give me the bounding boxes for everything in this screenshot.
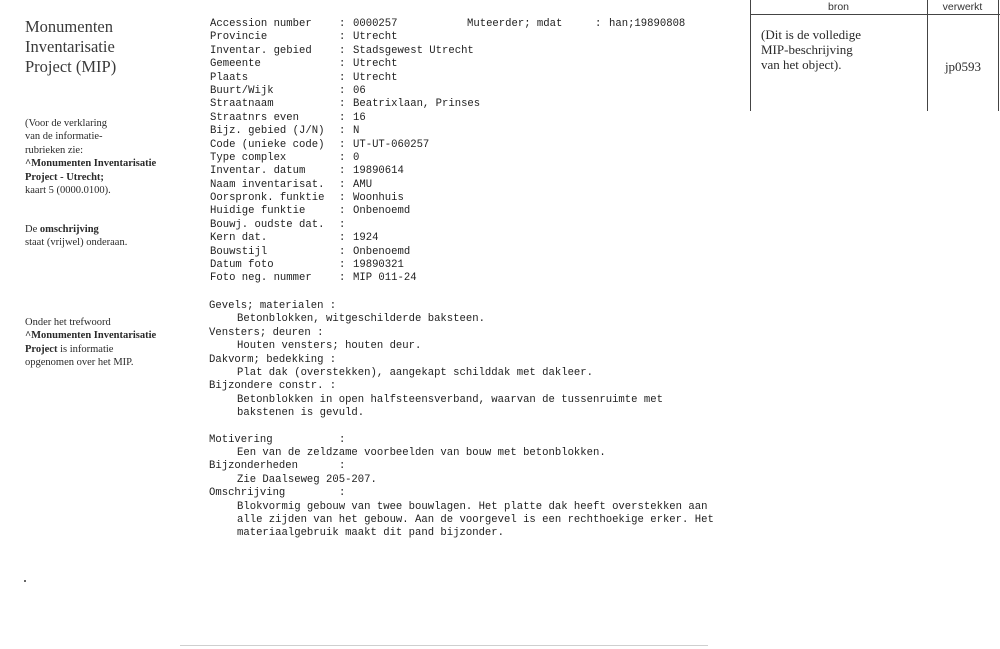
section-heading: Dakvorm; bedekking : — [209, 353, 337, 366]
field-value: 06 — [353, 84, 366, 97]
table-border — [927, 0, 928, 111]
field-row — [210, 58, 480, 71]
field-label: Bouwj. oudste dat. — [210, 218, 325, 231]
field-label: Buurt/Wijk — [210, 84, 274, 97]
section-heading — [209, 434, 769, 447]
field-row — [210, 112, 480, 125]
field-value: 19890321 — [353, 259, 404, 272]
field-row — [210, 259, 480, 272]
field-value: N — [353, 125, 360, 138]
field-separator: : — [339, 58, 346, 71]
field-value: AMU — [353, 178, 373, 191]
section-heading-label: Bijzonderheden — [209, 460, 299, 473]
field-label: Muteerder; mdat — [467, 18, 563, 30]
bottom-divider — [180, 645, 708, 646]
section-heading — [209, 487, 769, 500]
field-separator: : — [339, 84, 346, 97]
field-separator: : — [339, 151, 346, 164]
info-legend-note — [25, 117, 195, 197]
field-value: Utrecht — [353, 71, 398, 84]
document-title: Monumenten Inventarisatie Project (MIP) — [25, 17, 117, 76]
field-label: Straatnaam — [210, 98, 274, 111]
field-label: Type complex — [210, 151, 287, 164]
section-heading: Bijzondere constr. : — [209, 380, 337, 393]
field-label: Inventar. gebied — [210, 44, 312, 57]
field-separator: : — [339, 218, 346, 231]
field-row — [210, 179, 480, 192]
field-label: Plaats — [210, 71, 249, 84]
note-text: is informatie — [57, 343, 114, 355]
field-separator: : — [339, 192, 346, 205]
note-bold: omschrijving — [39, 224, 99, 235]
field-separator: : — [339, 138, 346, 151]
field-value: UT-UT-060257 — [353, 138, 430, 151]
reference-link-text: Project - Utrecht; — [25, 171, 104, 183]
table-border — [998, 0, 999, 111]
note-line: opgenomen over het MIP. — [25, 357, 134, 369]
field-row — [210, 232, 480, 245]
section-body: Zie Daalseweg 205-207. — [237, 473, 377, 486]
scan-speck — [24, 580, 26, 582]
field-row — [210, 246, 480, 259]
field-row — [210, 205, 480, 218]
field-value: MIP 011-24 — [353, 272, 417, 285]
field-value: 19890614 — [353, 165, 404, 178]
reference-link-text: ^Monumenten Inventarisatie — [25, 158, 157, 170]
field-label: Foto neg. nummer — [210, 272, 312, 285]
field-value: 1924 — [353, 232, 379, 245]
field-separator: : — [339, 71, 346, 84]
description-location-note — [25, 223, 195, 250]
note-line: Onder het trefwoord — [25, 317, 111, 328]
field-label: Provincie — [210, 31, 268, 44]
section-body: Houten vensters; houten deur. — [237, 340, 422, 353]
field-value: Utrecht — [353, 31, 398, 44]
field-value: Stadsgewest Utrecht — [353, 44, 474, 57]
mutator-field — [467, 18, 685, 31]
field-separator: : — [339, 245, 346, 258]
field-separator: : — [339, 205, 346, 218]
field-value: Onbenoemd — [353, 205, 411, 218]
verwerkt-header: verwerkt — [942, 1, 983, 13]
bron-header: bron — [827, 1, 849, 13]
field-separator: : — [339, 165, 346, 178]
section-gap — [209, 421, 769, 434]
field-separator: : — [339, 98, 346, 111]
field-separator: : — [595, 18, 602, 30]
field-label: Code (unieke code) — [210, 138, 325, 151]
note-text: De — [25, 224, 40, 235]
field-separator: : — [339, 18, 346, 30]
field-label: Kern dat. — [210, 232, 268, 245]
field-label: Straatnrs even — [210, 111, 300, 124]
field-separator: : — [339, 259, 346, 272]
field-label: Accession number — [210, 18, 312, 30]
source-table — [750, 0, 1000, 111]
note-line: (Voor de verklaring — [25, 118, 108, 129]
field-row — [210, 18, 480, 31]
section-body: Plat dak (overstekken), aangekapt schilddak met dakleer. — [237, 366, 594, 379]
mip-keyword-note — [25, 316, 195, 370]
field-separator: : — [339, 232, 346, 245]
reference-link-text: Project — [25, 343, 58, 355]
field-row — [210, 139, 480, 152]
field-value: 0 — [353, 151, 360, 164]
section-body: Betonblokken in open halfsteensverband, waarvan de tussenruimte met bakstenen is gevuld. — [237, 393, 663, 420]
record-fields — [210, 18, 480, 286]
field-value: Onbenoemd — [353, 245, 411, 258]
section-heading-separator: : — [339, 460, 346, 473]
bron-cell: (Dit is de volledige MIP-beschrijving van het object). — [761, 27, 862, 72]
table-border — [750, 14, 1000, 15]
field-label: Bijz. gebied (J/N) — [210, 125, 325, 138]
field-label: Gemeente — [210, 58, 261, 71]
section-body: Een van de zeldzame voorbeelden van bouw met betonblokken. — [237, 446, 606, 459]
field-row — [210, 272, 480, 285]
section-heading-separator: : — [339, 487, 346, 500]
field-row — [210, 219, 480, 232]
field-value: Utrecht — [353, 58, 398, 71]
field-row — [210, 192, 480, 205]
section-heading-label: Motivering — [209, 433, 273, 446]
table-border — [750, 0, 751, 111]
field-row — [210, 98, 480, 111]
field-separator: : — [339, 111, 346, 124]
note-line: rubrieken zie: — [25, 144, 84, 156]
section-heading: Vensters; deuren : — [209, 326, 324, 339]
field-row — [210, 45, 480, 58]
section-heading-label: Omschrijving — [209, 487, 286, 500]
section-heading: Gevels; materialen : — [209, 300, 337, 312]
field-row — [210, 72, 480, 85]
verwerkt-cell: jp0593 — [944, 59, 982, 74]
field-separator: : — [339, 178, 346, 191]
section-heading — [209, 460, 769, 473]
field-label: Huidige funktie — [210, 205, 306, 218]
field-label: Inventar. datum — [210, 165, 306, 178]
field-value: han;19890808 — [609, 18, 686, 30]
field-row — [210, 165, 480, 178]
section-body: Betonblokken, witgeschilderde baksteen. — [237, 313, 485, 326]
note-line: van de informatie- — [25, 131, 103, 143]
note-line: kaart 5 (0000.0100). — [25, 185, 111, 197]
section-heading-separator: : — [339, 433, 346, 446]
field-separator: : — [339, 44, 346, 57]
field-row — [210, 152, 480, 165]
field-row — [210, 85, 480, 98]
field-label: Bouwstijl — [210, 245, 268, 258]
field-separator: : — [339, 125, 346, 138]
section-body: Blokvormig gebouw van twee bouwlagen. Het platte dak heeft overstekken aan alle zijden van het gebouw. Aan de voorgevel is een rechthoekige erker. Het materiaalgebruik maakt dit pand bijzonder. — [237, 500, 714, 540]
record-sections — [209, 300, 769, 541]
field-value: 16 — [353, 111, 366, 124]
field-label: Oorspronk. funktie — [210, 192, 325, 205]
reference-link-text: ^Monumenten Inventarisatie — [25, 330, 157, 342]
field-value: Woonhuis — [353, 192, 404, 205]
field-value: 0000257 — [353, 18, 398, 30]
field-row — [210, 31, 480, 44]
field-separator: : — [339, 272, 346, 285]
field-row — [210, 125, 480, 138]
field-label: Naam inventarisat. — [210, 178, 325, 191]
field-separator: : — [339, 31, 346, 44]
note-line: staat (vrijwel) onderaan. — [25, 237, 128, 249]
field-label: Datum foto — [210, 259, 274, 272]
field-value: Beatrixlaan, Prinses — [353, 98, 481, 111]
